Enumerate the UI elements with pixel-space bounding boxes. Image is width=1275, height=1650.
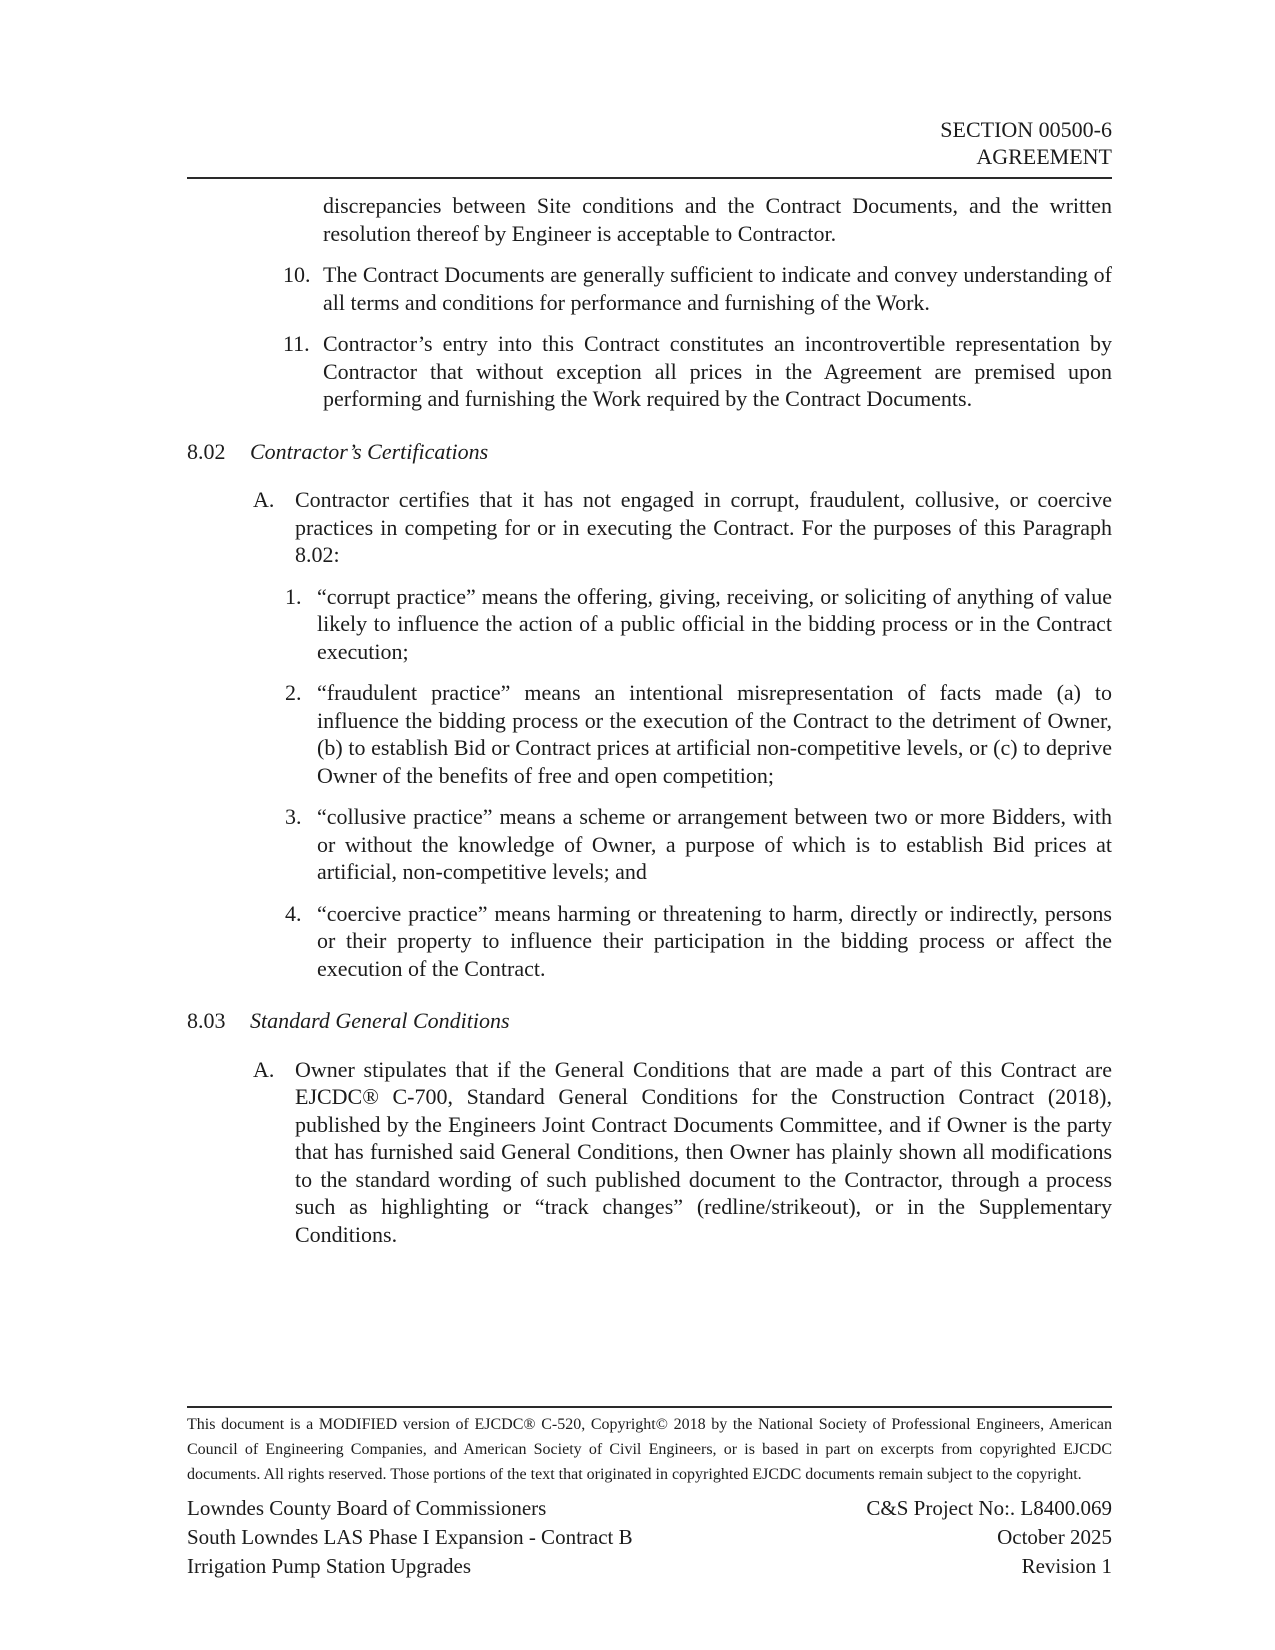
subitem-2-text: “fraudulent practice” means an intentional misrepresentation of facts made (a) to influence the bidding process or the execution of the Contract to the detriment of Owner, (b) to establish Bid or Contract prices at artificial non-competitive levels, or (c) to deprive Owner of the benefits of free and open competition;	[317, 680, 1112, 788]
clause-8-03-a	[187, 1056, 1112, 1249]
footer-revision: Revision 1	[1021, 1554, 1112, 1578]
footer-owner-name: Lowndes County Board of Commissioners	[187, 1496, 547, 1520]
paragraph-continuation: discrepancies between Site conditions and the Contract Documents, and the written resolution thereof by Engineer is acceptable to Contractor.	[323, 193, 1112, 246]
footer-project-number: C&S Project No:. L8400.069	[866, 1496, 1112, 1520]
footer-date: October 2025	[997, 1525, 1112, 1549]
list-item-11	[187, 330, 1112, 413]
footer-copyright-notice: This document is a MODIFIED version of EJCDC® C-520, Copyright© 2018 by the National Society of Professional Engineers, American Council of Engineering Companies, and American Society of Civil Engineers, or is based in part on excerpts from copyrighted EJCDC documents. All rights reserved. Those portions of the text that originated in copyrighted EJCDC documents remain subject to the copyright.	[187, 1416, 1112, 1483]
subitem-3	[187, 803, 1112, 886]
subitem-1	[187, 583, 1112, 666]
footer-project-name: South Lowndes LAS Phase I Expansion - Contract B	[187, 1525, 633, 1549]
clause-8-03-a-text: Owner stipulates that if the General Conditions that are made a part of this Contract are EJCDC® C-700, Standard General Conditions for the Construction Contract (2018), published by the Engineers Joint Contract Documents Committee, and if Owner is the party that has furnished said General Conditions, then Owner has plainly shown all modifications to the standard wording of such published document to the Contractor, through a process such as highlighting or “track changes” (redline/strikeout), or in the Supplementary Conditions.	[295, 1056, 1112, 1247]
header-document-title: AGREEMENT	[976, 144, 1112, 169]
page-content	[187, 0, 1112, 1262]
footer-columns	[187, 1494, 1112, 1581]
clause-8-02-a	[187, 486, 1112, 569]
footer-project-scope: Irrigation Pump Station Upgrades	[187, 1554, 472, 1578]
clause-8-02-a-marker: A.	[253, 487, 275, 512]
header-section-number: SECTION 00500-6	[940, 117, 1112, 142]
page-footer	[187, 1406, 1112, 1581]
section-8-02-title: Contractor’s Certifications	[250, 438, 489, 464]
list-item-10-number: 10.	[283, 262, 311, 287]
section-8-03-heading	[187, 1007, 1112, 1035]
page-header	[187, 116, 1112, 170]
clause-8-03-a-marker: A.	[253, 1056, 275, 1082]
list-item-10	[187, 261, 1112, 316]
footer-left-column	[187, 1494, 633, 1581]
section-8-02-number: 8.02	[187, 438, 226, 464]
subitem-1-text: “corrupt practice” means the offering, giving, receiving, or soliciting of anything of value likely to influence the action of a public official in the bidding process or in the Contract execution;	[317, 583, 1112, 664]
section-8-02-heading	[187, 438, 1112, 466]
header-rule	[187, 177, 1112, 179]
footer-right-column	[866, 1494, 1112, 1581]
section-8-03-title: Standard General Conditions	[250, 1008, 510, 1033]
subitem-4-number: 4.	[285, 900, 302, 926]
subitem-2	[187, 679, 1112, 789]
section-8-03-number: 8.03	[187, 1008, 226, 1033]
list-item-11-number: 11.	[283, 331, 310, 356]
clause-8-02-a-text: Contractor certifies that it has not engaged in corrupt, fraudulent, collusive, or coercive practices in competing for or in executing the Contract. For the purposes of this Paragraph 8.02:	[295, 487, 1112, 567]
subitem-3-number: 3.	[285, 804, 302, 829]
list-item-11-text: Contractor’s entry into this Contract constitutes an incontrovertible representation by Contractor that without exception all prices in the Agreement are premised upon performing and furnishing the Work required by the Contract Documents.	[323, 331, 1112, 411]
list-item-10-text: The Contract Documents are generally sufficient to indicate and convey understanding of all terms and conditions for performance and furnishing of the Work.	[323, 262, 1112, 315]
footer-rule	[187, 1406, 1112, 1408]
subitem-4	[187, 900, 1112, 983]
subitem-4-text: “coercive practice” means harming or threatening to harm, directly or indirectly, persons or their property to influence their participation in the bidding process or affect the execution of the Contract.	[317, 900, 1112, 981]
subitem-3-text: “collusive practice” means a scheme or arrangement between two or more Bidders, with or without the knowledge of Owner, a purpose of which is to establish Bid prices at artificial, non-competitive levels; and	[317, 804, 1112, 884]
subitem-1-number: 1.	[285, 583, 302, 609]
subitem-2-number: 2.	[285, 680, 302, 705]
